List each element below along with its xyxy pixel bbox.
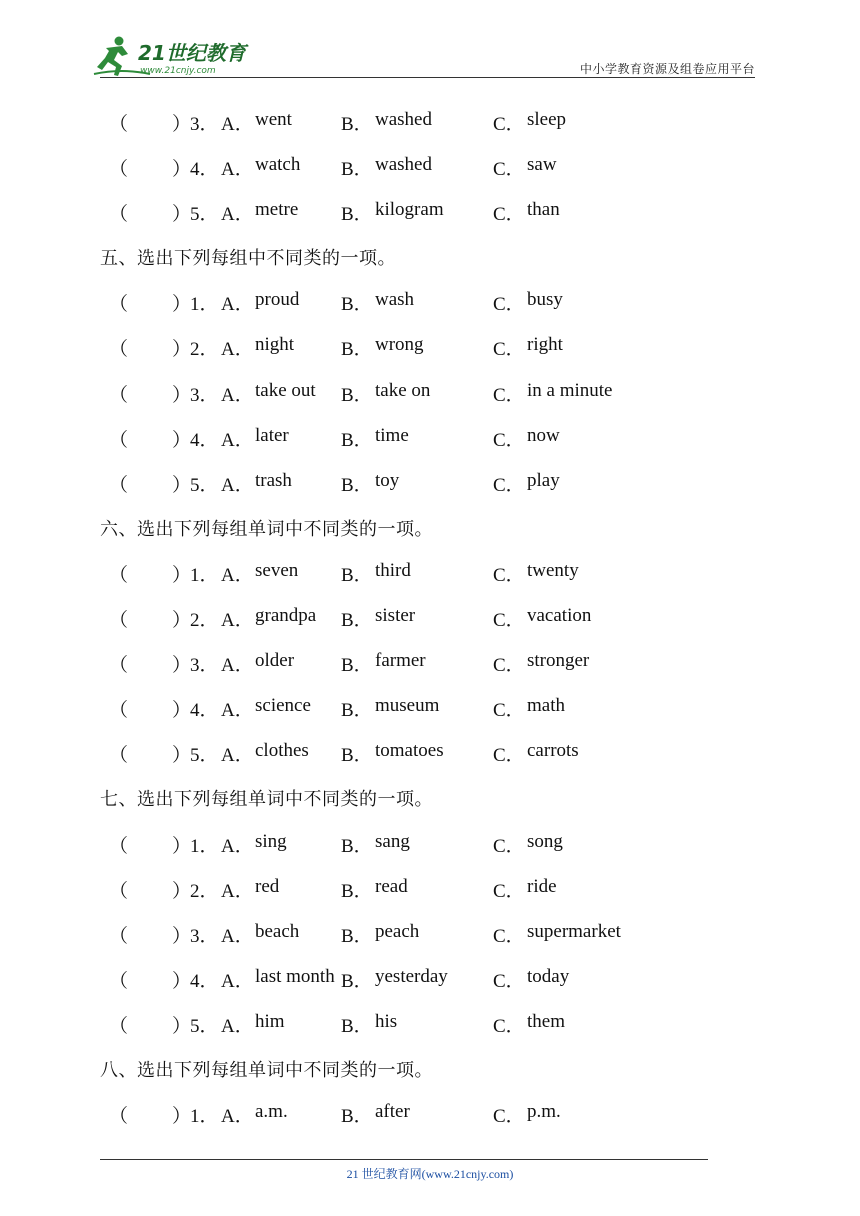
option-c-text: play <box>527 469 560 491</box>
option-c-label: C． <box>493 294 525 316</box>
option-b-label: B． <box>341 970 373 992</box>
option-c-text: twenty <box>527 559 579 581</box>
answer-blank-open[interactable]: （ <box>109 655 129 677</box>
logo-text: 21世纪教育 <box>138 41 246 65</box>
option-c-text: carrots <box>527 740 579 762</box>
option-a-label: A． <box>221 339 254 361</box>
option-b-label: B． <box>341 429 373 451</box>
option-c-text: right <box>527 334 563 356</box>
option-a-label: A． <box>221 880 254 902</box>
option-c-label: C． <box>493 970 525 992</box>
option-b-label: B． <box>341 1106 373 1128</box>
option-a-label: A． <box>221 564 254 586</box>
answer-blank-close: ） <box>172 610 192 632</box>
option-c-text: saw <box>527 154 557 176</box>
answer-blank-open[interactable]: （ <box>109 700 129 722</box>
option-b-label: B． <box>341 474 373 496</box>
question-row <box>0 956 860 1001</box>
answer-blank-close: ） <box>172 294 192 316</box>
option-b-text: toy <box>375 469 400 491</box>
answer-blank-close: ） <box>172 159 192 181</box>
section-title-text: 六、选出下列每组单词中不同类的一项。 <box>100 518 433 540</box>
section-title-text: 五、选出下列每组中不同类的一项。 <box>100 248 396 270</box>
option-a-text: older <box>255 650 295 672</box>
option-b-label: B． <box>341 159 373 181</box>
question-number: 4． <box>190 429 219 451</box>
question-row <box>0 640 860 685</box>
option-c-label: C． <box>493 159 525 181</box>
option-b-text: third <box>375 559 411 581</box>
question-row <box>0 730 860 775</box>
question-row <box>0 821 860 866</box>
option-c-label: C． <box>493 925 525 947</box>
option-b-text: sister <box>375 605 416 627</box>
option-a-text: seven <box>255 559 299 581</box>
question-row <box>0 1001 860 1046</box>
option-b-text: washed <box>375 109 432 130</box>
question-row <box>0 595 860 640</box>
option-b-text: sang <box>375 830 410 852</box>
answer-blank-open[interactable]: （ <box>109 1015 129 1037</box>
answer-blank-close: ） <box>172 1106 192 1128</box>
question-number: 1． <box>190 1106 219 1128</box>
option-a-label: A． <box>221 655 254 677</box>
option-a-label: A． <box>221 474 254 496</box>
option-c-text: song <box>527 830 563 852</box>
option-c-text: than <box>527 199 560 221</box>
question-row <box>0 911 860 956</box>
option-b-label: B． <box>341 655 373 677</box>
question-row <box>0 866 860 911</box>
section-title <box>0 505 860 550</box>
answer-blank-open[interactable]: （ <box>109 880 129 902</box>
option-c-label: C． <box>493 745 525 767</box>
page-header <box>0 0 860 80</box>
question-row <box>0 550 860 595</box>
answer-blank-open[interactable]: （ <box>109 429 129 451</box>
option-b-label: B． <box>341 745 373 767</box>
option-c-label: C． <box>493 835 525 857</box>
option-a-text: grandpa <box>255 605 317 627</box>
question-row <box>0 279 860 324</box>
site-logo <box>92 34 262 78</box>
option-b-label: B． <box>341 564 373 586</box>
option-a-label: A． <box>221 835 254 857</box>
option-b-label: B． <box>341 114 373 135</box>
option-b-text: wrong <box>375 334 424 356</box>
option-a-label: A． <box>221 970 254 992</box>
option-b-label: B． <box>341 610 373 632</box>
question-row <box>0 1091 860 1136</box>
logo-url: www.21cnjy.com <box>140 66 216 76</box>
option-a-text: beach <box>255 920 300 942</box>
option-b-text: kilogram <box>375 199 444 221</box>
question-number: 5． <box>190 1015 219 1037</box>
question-number: 2． <box>190 610 219 632</box>
option-a-text: science <box>255 695 311 717</box>
option-b-label: B． <box>341 880 373 902</box>
option-c-label: C． <box>493 564 525 586</box>
option-c-label: C． <box>493 1106 525 1128</box>
option-a-label: A． <box>221 294 254 316</box>
question-number: 4． <box>190 700 219 722</box>
option-c-label: C． <box>493 474 525 496</box>
header-divider <box>100 77 755 78</box>
option-b-label: B． <box>341 835 373 857</box>
option-b-label: B． <box>341 294 373 316</box>
option-b-text: wash <box>375 289 415 311</box>
answer-blank-close: ） <box>172 114 192 135</box>
option-c-text: busy <box>527 289 563 311</box>
option-b-label: B． <box>341 384 373 406</box>
option-c-text: ride <box>527 875 557 897</box>
question-number: 2． <box>190 339 219 361</box>
answer-blank-open[interactable]: （ <box>109 114 129 135</box>
section-title <box>0 234 860 279</box>
option-a-label: A． <box>221 384 254 406</box>
answer-blank-open[interactable]: （ <box>109 1106 129 1128</box>
answer-blank-close: ） <box>172 700 192 722</box>
section-title-text: 八、选出下列每组单词中不同类的一项。 <box>100 1059 433 1081</box>
option-a-text: take out <box>255 379 316 401</box>
answer-blank-close: ） <box>172 429 192 451</box>
question-number: 1． <box>190 564 219 586</box>
answer-blank-close: ） <box>172 745 192 767</box>
answer-blank-open[interactable]: （ <box>109 925 129 947</box>
answer-blank-open[interactable]: （ <box>109 384 129 406</box>
option-a-text: metre <box>255 199 299 221</box>
option-a-label: A． <box>221 745 254 767</box>
option-c-text: sleep <box>527 109 567 130</box>
option-c-text: now <box>527 424 560 446</box>
question-number: 3． <box>190 925 219 947</box>
option-c-text: in a minute <box>527 379 613 401</box>
option-c-text: them <box>527 1010 565 1032</box>
question-row <box>0 685 860 730</box>
answer-blank-close: ） <box>172 970 192 992</box>
answer-blank-close: ） <box>172 474 192 496</box>
answer-blank-open[interactable]: （ <box>109 610 129 632</box>
option-a-label: A． <box>221 1106 254 1128</box>
option-a-text: him <box>255 1010 285 1032</box>
option-c-text: supermarket <box>527 920 621 942</box>
section-title <box>0 775 860 820</box>
answer-blank-close: ） <box>172 564 192 586</box>
option-c-label: C． <box>493 384 525 406</box>
answer-blank-close: ） <box>172 204 192 226</box>
question-number: 4． <box>190 159 219 181</box>
answer-blank-close: ） <box>172 655 192 677</box>
option-b-text: read <box>375 875 408 897</box>
option-a-text: watch <box>255 154 301 176</box>
option-b-text: time <box>375 424 409 446</box>
answer-blank-close: ） <box>172 384 192 406</box>
option-a-label: A． <box>221 1015 254 1037</box>
question-number: 5． <box>190 474 219 496</box>
option-b-text: farmer <box>375 650 426 672</box>
option-b-text: take on <box>375 379 431 401</box>
option-c-label: C． <box>493 700 525 722</box>
option-b-text: his <box>375 1010 398 1032</box>
question-row <box>0 324 860 369</box>
option-b-label: B． <box>341 700 373 722</box>
question-number: 1． <box>190 294 219 316</box>
question-number: 3． <box>190 384 219 406</box>
option-c-label: C． <box>493 114 525 135</box>
option-a-text: last month <box>255 965 335 987</box>
answer-blank-open[interactable]: （ <box>109 159 129 181</box>
option-a-text: trash <box>255 469 292 491</box>
option-a-text: went <box>255 109 292 130</box>
option-a-text: later <box>255 424 289 446</box>
option-a-label: A． <box>221 925 254 947</box>
footer-source[interactable]: 21 世纪教育网(www.21cnjy.com) <box>346 1167 514 1181</box>
question-number: 5． <box>190 745 219 767</box>
answer-blank-open[interactable]: （ <box>109 474 129 496</box>
option-a-label: A． <box>221 610 254 632</box>
option-b-label: B． <box>341 925 373 947</box>
question-number: 1． <box>190 835 219 857</box>
option-c-label: C． <box>493 655 525 677</box>
option-c-text: vacation <box>527 605 592 627</box>
option-b-text: peach <box>375 920 420 942</box>
option-c-label: C． <box>493 204 525 226</box>
exercise-content <box>0 99 860 1136</box>
answer-blank-open[interactable]: （ <box>109 339 129 361</box>
option-c-text: stronger <box>527 650 590 672</box>
option-a-label: A． <box>221 159 254 181</box>
section-title-text: 七、选出下列每组单词中不同类的一项。 <box>100 789 433 811</box>
option-b-text: after <box>375 1101 410 1123</box>
option-c-label: C． <box>493 339 525 361</box>
option-a-label: A． <box>221 429 254 451</box>
option-a-label: A． <box>221 114 254 135</box>
question-number: 2． <box>190 880 219 902</box>
answer-blank-open[interactable]: （ <box>109 835 129 857</box>
option-a-text: proud <box>255 289 300 311</box>
question-row <box>0 99 860 144</box>
option-c-text: today <box>527 965 570 987</box>
answer-blank-close: ） <box>172 1015 192 1037</box>
answer-blank-close: ） <box>172 925 192 947</box>
answer-blank-close: ） <box>172 339 192 361</box>
answer-blank-open[interactable]: （ <box>109 564 129 586</box>
question-number: 3． <box>190 655 219 677</box>
option-a-label: A． <box>221 700 254 722</box>
option-a-text: a.m. <box>255 1101 288 1123</box>
option-b-text: washed <box>375 154 432 176</box>
platform-name: 中小学教育资源及组卷应用平台 <box>579 62 755 76</box>
question-row <box>0 370 860 415</box>
option-a-text: sing <box>255 830 287 852</box>
answer-blank-close: ） <box>172 835 192 857</box>
answer-blank-close: ） <box>172 880 192 902</box>
option-a-label: A． <box>221 204 254 226</box>
section-title <box>0 1046 860 1091</box>
option-a-text: red <box>255 875 280 897</box>
question-number: 4． <box>190 970 219 992</box>
option-a-text: night <box>255 334 295 356</box>
option-b-label: B． <box>341 1015 373 1037</box>
option-c-label: C． <box>493 1015 525 1037</box>
option-c-text: math <box>527 695 565 717</box>
option-c-label: C． <box>493 880 525 902</box>
option-c-text: p.m. <box>527 1101 561 1123</box>
question-number: 3． <box>190 114 219 135</box>
question-row <box>0 460 860 505</box>
question-row <box>0 144 860 189</box>
question-number: 5． <box>190 204 219 226</box>
answer-blank-open[interactable]: （ <box>109 204 129 226</box>
option-b-label: B． <box>341 339 373 361</box>
question-row <box>0 415 860 460</box>
option-c-label: C． <box>493 610 525 632</box>
option-b-label: B． <box>341 204 373 226</box>
footer-divider <box>100 1159 708 1160</box>
option-b-text: yesterday <box>375 965 448 987</box>
question-row <box>0 189 860 234</box>
option-b-text: museum <box>375 695 440 717</box>
option-b-text: tomatoes <box>375 740 444 762</box>
option-a-text: clothes <box>255 740 309 762</box>
answer-blank-open[interactable]: （ <box>109 745 129 767</box>
answer-blank-open[interactable]: （ <box>109 294 129 316</box>
answer-blank-open[interactable]: （ <box>109 970 129 992</box>
option-c-label: C． <box>493 429 525 451</box>
